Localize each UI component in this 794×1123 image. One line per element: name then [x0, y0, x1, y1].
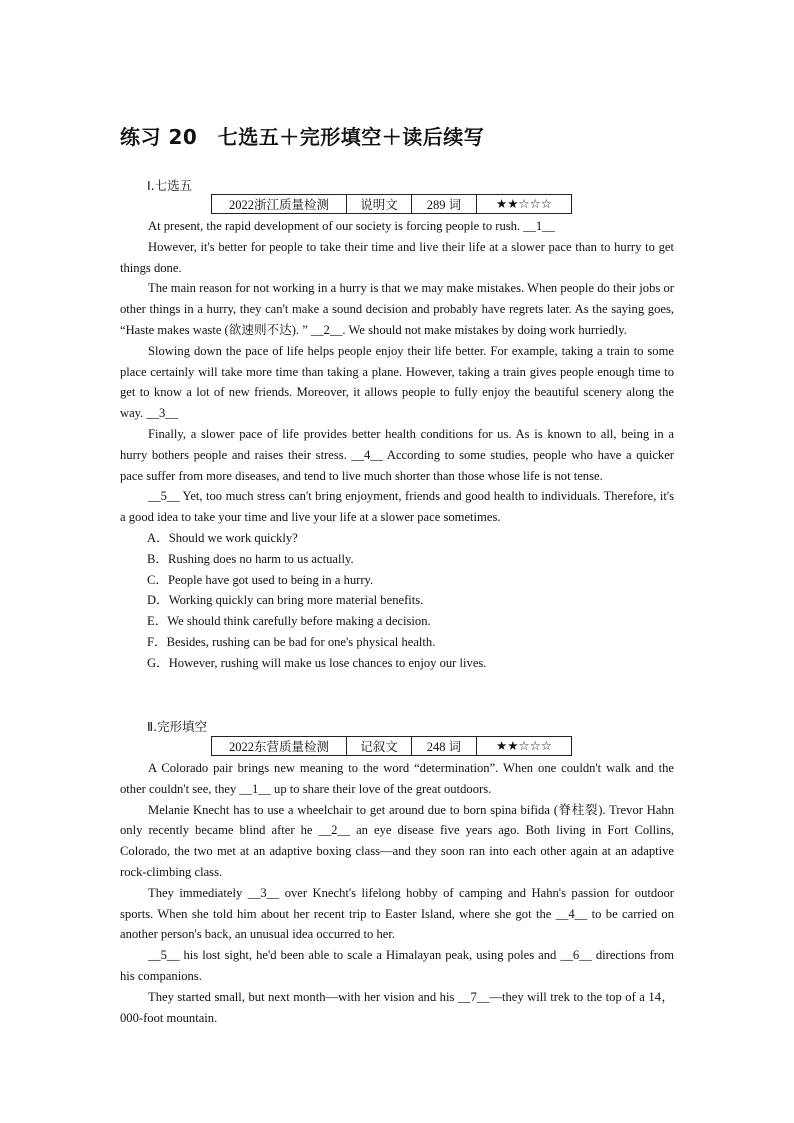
paragraph: They immediately __3__ over Knecht's lifelong hobby of camping and Hahn's passion for outdoor sports. When she told him about her recent trip to Easter Island, where she got the __4__ to be carried on another person's back, an unusual idea occurred to her.: [120, 885, 674, 942]
option-a: A．Should we work quickly?: [147, 530, 298, 545]
wordcount-cell: 248 词: [412, 737, 477, 756]
section2-passage: [120, 758, 674, 1028]
section1-info-table: [211, 194, 572, 214]
option-f: F．Besides, rushing can be bad for one's physical health.: [147, 634, 436, 649]
section1-heading: Ⅰ.七选五: [147, 178, 193, 193]
option-b: B．Rushing does no harm to us actually.: [147, 551, 354, 566]
source-cell: 2022东营质量检测: [212, 737, 347, 756]
option-e: E．We should think carefully before making a decision.: [147, 614, 431, 629]
difficulty-cell: ★★☆☆☆: [477, 737, 572, 756]
paragraph: __5__ his lost sight, he'd been able to scale a Himalayan peak, using poles and __6__ directions from his companions.: [120, 948, 674, 983]
paragraph: At present, the rapid development of our society is forcing people to rush. __1__: [148, 219, 555, 233]
wordcount-cell: 289 词: [412, 195, 477, 214]
paragraph: Finally, a slower pace of life provides better health conditions for us. As is known to all, being in a hurry bothers people and raises their stress. __4__ According to some studies, people who have a quicker pace suffer from more diseases, and tend to live much shorter than those whose life is not tense.: [120, 426, 674, 483]
option-c: C．People have got used to being in a hurry.: [147, 572, 374, 587]
section2-info-table: [211, 736, 572, 756]
paragraph: The main reason for not working in a hurry is that we may make mistakes. When people do their jobs or other things in a hurry, they can't make a sound decision and probably have regrets later. As the saying goes, “Haste makes waste (欲速则不达). ” __2__. We should not make mistakes by doing work hurriedly.: [120, 281, 674, 337]
paragraph: However, it's better for people to take their time and live their life at a slower pace than to hurry to get things done.: [120, 239, 674, 275]
genre-cell: 说明文: [347, 195, 412, 214]
genre-cell: 记叙文: [347, 737, 412, 756]
paragraph: They started small, but next month—with her vision and his __7__—they will trek to the top of a 14，000-foot mountain.: [120, 989, 674, 1025]
paragraph: Slowing down the pace of life helps people enjoy their life better. For example, taking a train to some place certainly will take more time than taking a plane. However, taking a train gives people enough time to get to know a lot of new friends. Moreover, it allows people to fully enjoy the beautiful scenery along the way. __3__: [120, 343, 674, 421]
paragraph: Melanie Knecht has to use a wheelchair to get around due to born spina bifida (脊柱裂). Trevor Hahn only recently became blind after he __2__ an eye disease five years ago. Both living in Fort Collins, Colorado, the two met at an adaptive boxing class—and they soon ran into each other again at an adaptive rock-climbing class.: [120, 802, 674, 879]
section1-passage: [120, 216, 674, 674]
difficulty-cell: ★★☆☆☆: [477, 195, 572, 214]
section2-heading: Ⅱ.完形填空: [147, 719, 208, 734]
page-title: 练习 20 七选五＋完形填空＋读后续写: [120, 125, 485, 149]
option-g: G．However, rushing will make us lose chances to enjoy our lives.: [147, 655, 487, 670]
option-d: D．Working quickly can bring more material benefits.: [147, 593, 424, 608]
paragraph: __5__ Yet, too much stress can't bring enjoyment, friends and good health to individuals. Therefore, it's a good idea to take your time and live your life at a slower pace sometimes.: [120, 489, 674, 525]
source-cell: 2022浙江质量检测: [212, 195, 347, 214]
paragraph: A Colorado pair brings new meaning to the word “determination”. When one couldn't walk and the other couldn't see, they __1__ up to share their love of the great outdoors.: [120, 761, 674, 796]
